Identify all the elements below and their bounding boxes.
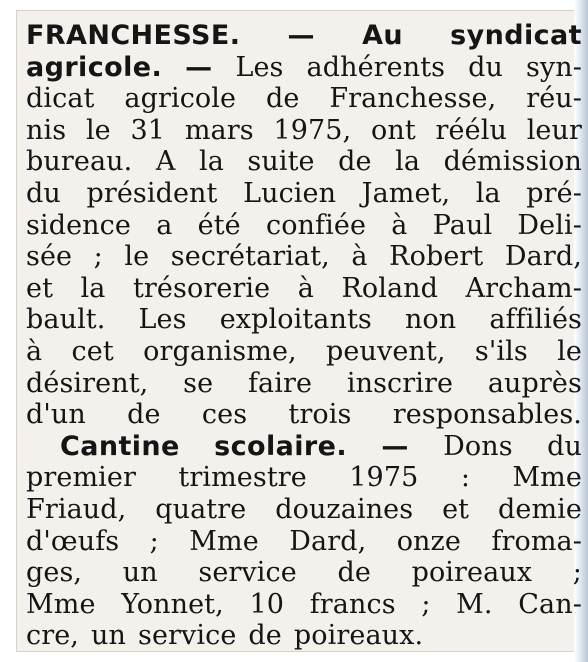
- word: trimestre: [178, 462, 307, 494]
- word: s'ils: [474, 335, 528, 367]
- article-line: [26, 83, 582, 115]
- word: poireaux: [411, 557, 533, 589]
- article-line: [26, 20, 582, 52]
- word: et: [442, 493, 470, 525]
- word: le: [557, 335, 582, 367]
- word: Dard,: [289, 525, 367, 557]
- word: la: [395, 146, 421, 178]
- word: à: [351, 241, 368, 273]
- headline-syndicat: syndicat: [450, 20, 582, 51]
- word: le: [124, 241, 150, 273]
- word: :: [460, 462, 471, 494]
- word: Roland: [341, 272, 439, 304]
- article-line: [26, 620, 582, 652]
- word: ;: [149, 525, 159, 557]
- word: non: [404, 304, 457, 336]
- word: de: [338, 146, 372, 178]
- word: demie: [498, 493, 582, 525]
- article-line: [26, 494, 582, 526]
- word: Can-: [518, 588, 582, 620]
- word: sée: [26, 241, 73, 273]
- article-line: [26, 368, 582, 400]
- word: inscrire: [346, 367, 454, 399]
- article-line: [26, 526, 582, 558]
- word-gap: [79, 620, 91, 652]
- word: de: [337, 557, 371, 589]
- article-line: [26, 52, 582, 84]
- headline-agricole: agricole.: [26, 51, 163, 83]
- word: dicat: [26, 83, 95, 115]
- word: ges,: [26, 557, 83, 589]
- word: du: [547, 430, 582, 462]
- word: suite: [247, 146, 315, 178]
- word: de: [265, 83, 300, 115]
- word: réélu: [435, 114, 507, 146]
- word: ont: [371, 114, 416, 146]
- word-gap: [282, 620, 294, 652]
- word: démission: [443, 146, 582, 178]
- article-line: [26, 146, 582, 178]
- article-line: [26, 241, 582, 273]
- word: la: [475, 177, 501, 209]
- word: désirent,: [26, 367, 149, 399]
- word-gap: [236, 620, 248, 652]
- word: Deli-: [517, 209, 582, 241]
- word: Dons: [443, 430, 513, 462]
- word: sidence: [26, 209, 131, 241]
- headline-dash-2: —: [185, 51, 213, 83]
- article-line: [26, 304, 582, 336]
- word: Dard,: [504, 241, 582, 273]
- word: 1975: [349, 462, 419, 494]
- word: ;: [572, 557, 582, 589]
- word: nis: [26, 114, 67, 146]
- subhead-cantine: Cantine: [60, 430, 180, 462]
- word: pré-: [526, 177, 582, 209]
- word: Les: [235, 51, 284, 83]
- word: agricole: [124, 83, 237, 115]
- article-line: [26, 336, 582, 368]
- headline-dash: —: [287, 20, 315, 51]
- subhead-scolaire: scolaire.: [214, 430, 347, 462]
- word: Franchesse,: [329, 83, 497, 115]
- word: ces: [201, 399, 248, 431]
- word: Yonnet,: [121, 588, 224, 620]
- word: syn-: [525, 51, 582, 83]
- word-gap: [126, 620, 138, 652]
- article-line: [26, 115, 582, 147]
- word: service: [137, 620, 237, 652]
- word: à: [391, 209, 408, 241]
- article-line: [26, 557, 582, 589]
- word: Friaud,: [26, 493, 127, 525]
- word: Mme: [189, 525, 259, 557]
- word: peuvent,: [326, 335, 446, 367]
- word: Jamet,: [361, 177, 451, 209]
- word: bureau.: [26, 146, 133, 178]
- article-line: [26, 273, 582, 305]
- word: A: [155, 146, 176, 178]
- word: président: [86, 177, 218, 209]
- word: réu-: [526, 83, 582, 115]
- word: du: [468, 51, 503, 83]
- word: auprès: [487, 367, 582, 399]
- word: M.: [456, 588, 493, 620]
- word: Paul: [432, 209, 493, 241]
- headline-place: FRANCHESSE.: [26, 20, 241, 51]
- word: 10: [249, 588, 285, 620]
- word: douzaines: [275, 493, 414, 525]
- article-line: [26, 178, 582, 210]
- word: cre,: [26, 620, 79, 652]
- word: 1975,: [273, 114, 352, 146]
- word: responsables.: [392, 399, 582, 431]
- article-line: [26, 210, 582, 242]
- word: un: [122, 557, 158, 589]
- word: poireaux.: [293, 620, 424, 652]
- article-text: [26, 20, 582, 652]
- word: Archam-: [465, 272, 582, 304]
- word: Mme: [512, 462, 582, 494]
- article-line: [26, 462, 582, 494]
- word: exploitants: [219, 304, 372, 336]
- word: un: [91, 620, 126, 652]
- word: francs: [309, 588, 396, 620]
- word: onze: [396, 525, 461, 557]
- word: se: [183, 367, 214, 399]
- word: Robert: [389, 241, 484, 273]
- word: trois: [288, 399, 352, 431]
- word: cet: [71, 335, 114, 367]
- word: faire: [247, 367, 313, 399]
- word: de: [248, 620, 282, 652]
- word: Lucien: [243, 177, 337, 209]
- word: mars: [184, 114, 254, 146]
- word: à: [297, 272, 314, 304]
- word: confiée: [265, 209, 367, 241]
- word: leur: [526, 114, 582, 146]
- subhead-dash: —: [381, 430, 409, 462]
- word: trésorerie: [132, 272, 271, 304]
- word: ;: [421, 588, 431, 620]
- word: organisme,: [143, 335, 297, 367]
- word: bault.: [26, 304, 106, 336]
- headline-au: Au: [362, 20, 404, 51]
- word: de: [127, 399, 161, 431]
- word: a: [156, 209, 173, 241]
- article-line: [26, 589, 582, 621]
- word: du: [26, 177, 61, 209]
- article-line: [26, 431, 582, 463]
- word: été: [197, 209, 241, 241]
- word: quatre: [155, 493, 247, 525]
- word: adhérents: [306, 51, 446, 83]
- word: ;: [93, 241, 103, 273]
- word: affiliés: [489, 304, 582, 336]
- word: Mme: [26, 588, 96, 620]
- article-line: [26, 399, 582, 431]
- word: Les: [138, 304, 187, 336]
- word: secrétariat,: [170, 241, 330, 273]
- word: à: [26, 335, 43, 367]
- word: premier: [26, 462, 136, 494]
- word: service: [198, 557, 297, 589]
- word: et: [26, 272, 54, 304]
- word: la: [80, 272, 106, 304]
- word: d'un: [26, 399, 86, 431]
- word: 31: [130, 114, 166, 146]
- word: le: [85, 114, 111, 146]
- word: la: [198, 146, 224, 178]
- word: froma-: [491, 525, 582, 557]
- word: d'œufs: [26, 525, 120, 557]
